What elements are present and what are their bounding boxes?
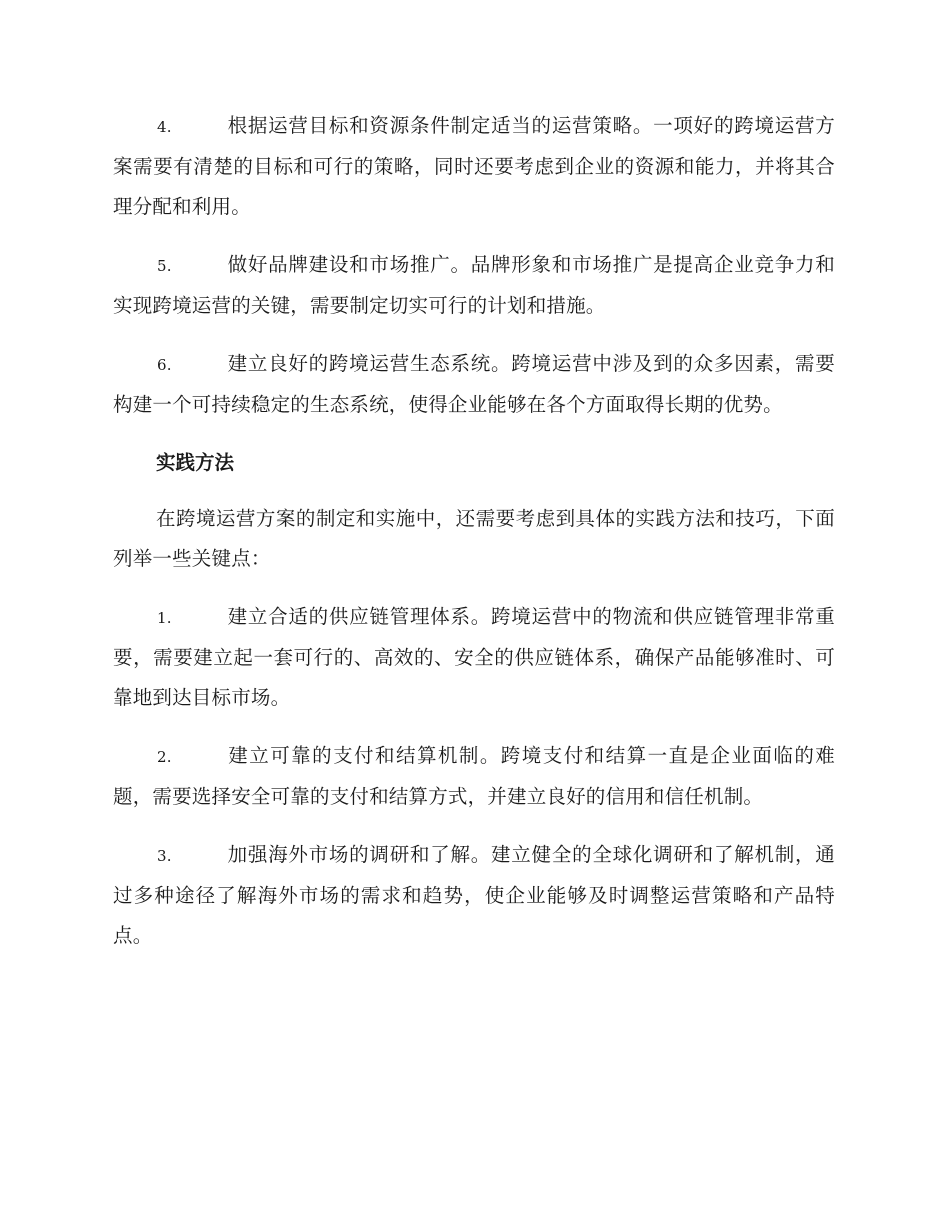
list-item-number: 4. bbox=[157, 118, 172, 136]
list-item bbox=[113, 597, 835, 718]
list-item-text: 根据运营目标和资源条件制定适当的运营策略。一项好的跨境运营方案需要有清楚的目标和可行的策略，同时还要考虑到企业的资源和能力，并将其合理分配和利用。 bbox=[113, 114, 835, 218]
list-item-text: 做好品牌建设和市场推广。品牌形象和市场推广是提高企业竞争力和实现跨境运营的关键，需要制定切实可行的计划和措施。 bbox=[113, 253, 835, 317]
list-item bbox=[113, 736, 835, 817]
list-item bbox=[113, 344, 835, 425]
list-item-text: 建立合适的供应链管理体系。跨境运营中的物流和供应链管理非常重要，需要建立起一套可行的、高效的、安全的供应链体系，确保产品能够准时、可靠地到达目标市场。 bbox=[113, 605, 835, 709]
section-intro: 在跨境运营方案的制定和实施中，还需要考虑到具体的实践方法和技巧，下面列举一些关键点： bbox=[113, 507, 835, 570]
list-item-number: 6. bbox=[157, 356, 172, 374]
section-heading: 实践方法 bbox=[156, 451, 235, 474]
list-item-text: 加强海外市场的调研和了解。建立健全的全球化调研和了解机制，通过多种途径了解海外市场的需求和趋势，使企业能够及时调整运营策略和产品特点。 bbox=[113, 843, 835, 947]
list-item-text: 建立可靠的支付和结算机制。跨境支付和结算一直是企业面临的难题，需要选择安全可靠的支付和结算方式，并建立良好的信用和信任机制。 bbox=[113, 744, 835, 808]
list-item-number: 3. bbox=[157, 847, 172, 865]
list-item-text: 建立良好的跨境运营生态系统。跨境运营中涉及到的众多因素，需要构建一个可持续稳定的生态系统，使得企业能够在各个方面取得长期的优势。 bbox=[113, 352, 835, 416]
list-item bbox=[113, 106, 835, 227]
document-page bbox=[113, 106, 835, 974]
list-item-number: 1. bbox=[157, 609, 172, 627]
list-item-number: 5. bbox=[157, 257, 172, 275]
list-item bbox=[113, 835, 835, 956]
list-item-number: 2. bbox=[157, 748, 172, 766]
list-item bbox=[113, 245, 835, 326]
